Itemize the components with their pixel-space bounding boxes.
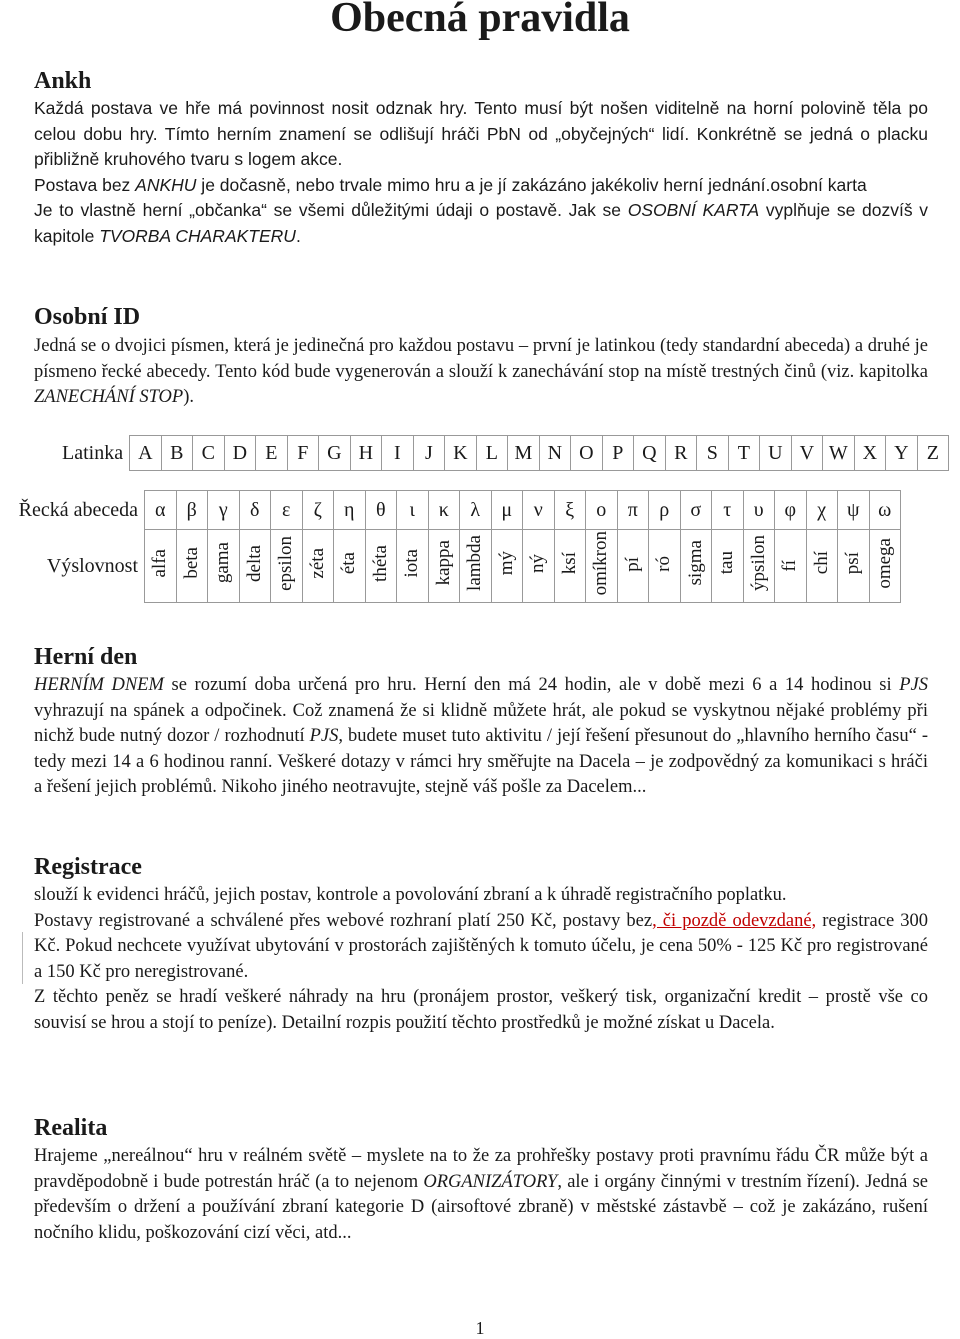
greek-pronunciation-cell [649, 530, 681, 603]
greek-pronunciation: beta [180, 547, 202, 579]
greek-pronunciation: ýpsilon [747, 535, 769, 591]
heading-ankh: Ankh [34, 68, 92, 94]
greek-letter: β [176, 491, 208, 530]
greek-pronunciation-cell [712, 530, 744, 603]
greek-pronunciation-cell [743, 530, 775, 603]
greek-pronunciation-cell [869, 530, 901, 603]
greek-pronunciation-cell [397, 530, 429, 603]
greek-letter: γ [208, 491, 240, 530]
heading-realita: Realita [34, 1115, 108, 1141]
greek-pronunciation-cell [302, 530, 334, 603]
section-registrace [34, 854, 928, 1036]
greek-pronunciation: delta [243, 544, 265, 582]
greek-letter: ν [523, 491, 555, 530]
latin-letter: G [319, 436, 351, 471]
latin-letter: L [476, 436, 508, 471]
latin-letter: K [445, 436, 477, 471]
latin-alphabet-table [62, 435, 949, 471]
latin-letter: U [760, 436, 792, 471]
latin-letter: S [697, 436, 729, 471]
greek-label: Řecká abeceda [18, 498, 138, 521]
greek-pronunciation: ksí [558, 551, 580, 575]
greek-letter: σ [680, 491, 712, 530]
greek-pronunciation-cell [145, 530, 177, 603]
latin-letter: E [256, 436, 288, 471]
greek-letter: χ [806, 491, 838, 530]
greek-pronunciation: ró [653, 555, 675, 572]
section-osobni-id [34, 304, 928, 411]
greek-letter: ι [397, 491, 429, 530]
greek-pronunciation-cell [617, 530, 649, 603]
latin-letter: Y [886, 436, 918, 471]
greek-letter: π [617, 491, 649, 530]
greek-pronunciation: pí [621, 556, 643, 572]
change-bar [22, 932, 23, 984]
greek-letter: η [334, 491, 366, 530]
greek-pronunciation: chí [810, 551, 832, 575]
latin-letter: H [350, 436, 382, 471]
greek-pronunciation: tau [716, 551, 738, 575]
greek-letter: ξ [554, 491, 586, 530]
latin-letter: O [571, 436, 603, 471]
greek-letter: δ [239, 491, 271, 530]
greek-letter: θ [365, 491, 397, 530]
section-realita [34, 1115, 928, 1246]
herni-den-paragraph: HERNÍM DNEM se rozumí doba určená pro hru. Herní den má 24 hodin, ale v době mezi 6 a 14 hodinou si PJS vyhrazují na spánek a odpočinek. Což znamená že si klidně můžete hrát, ale pokud se vyskytnou nějaké problémy při nichž bude nutný dozor / rozhodnutí PJS, budete muset tuto aktivitu / její řešení přesunout do „hlavního herního času“ - tedy mezi 14 a 6 hodinou ranní. Veškeré dotazy v rámci hry směřujte na Dacela – je zodpovědný za komunikaci s hráči a řešení jejich problémů. Nikoho jiného neotravujte, stejně váš pošle za Dacelem... [34, 675, 929, 797]
greek-pronunciation: éta [338, 551, 360, 575]
greek-letter: λ [460, 491, 492, 530]
latin-letter: F [287, 436, 319, 471]
registrace-paragraph-3: Z těchto peněz se hradí veškeré náhrady na hru (pronájem prostor, veškerý tisk, organizační kredit – prostě vše co souvisí se hrou a stojí to peníze). Detailní rozpis použití těchto prostředků je možné získat u Dacela. [34, 987, 928, 1033]
greek-pronunciation-cell [428, 530, 460, 603]
greek-alphabet-table [0, 490, 901, 603]
greek-letter: υ [743, 491, 775, 530]
latin-label: Latinka [62, 441, 124, 464]
greek-pronunciation-cell [176, 530, 208, 603]
greek-letter: ω [869, 491, 901, 530]
latin-letter: B [161, 436, 193, 471]
greek-letter: κ [428, 491, 460, 530]
greek-pronunciation-cell [365, 530, 397, 603]
heading-registrace: Registrace [34, 854, 142, 880]
greek-pronunciation: fí [779, 559, 801, 572]
greek-letter: φ [775, 491, 807, 530]
greek-pronunciation: mý [495, 550, 517, 576]
greek-pronunciation-cell [460, 530, 492, 603]
greek-pronunciation-cell [586, 530, 618, 603]
greek-letter: μ [491, 491, 523, 530]
greek-pronunciation: sigma [684, 540, 706, 586]
page-title: Obecná pravidla [330, 0, 630, 41]
greek-letter: ο [586, 491, 618, 530]
pronunciation-label: Výslovnost [46, 554, 138, 577]
greek-pronunciation-cell [334, 530, 366, 603]
latin-letter: M [508, 436, 540, 471]
greek-pronunciation: iota [401, 548, 423, 578]
latin-letter: V [791, 436, 823, 471]
latin-letter: Q [634, 436, 666, 471]
greek-pronunciation-cell [239, 530, 271, 603]
greek-pronunciation-cell [806, 530, 838, 603]
registrace-paragraph-1: slouží k evidenci hráčů, jejich postav, kontrole a povolování zbraní a k úhradě registračního poplatku. [34, 885, 787, 905]
registrace-paragraph-2: Postavy registrované a schválené přes webové rozhraní platí 250 Kč, postavy bez, či pozdě odevzdané, registrace 300 Kč. Pokud nechcete využívat ubytování v prostorách zajištěných k tomuto účelu, je cena 50% - 125 Kč pro registrované a 150 Kč pro neregistrované. [34, 910, 928, 982]
latin-letter: T [728, 436, 760, 471]
heading-herni-den: Herní den [34, 644, 138, 670]
latin-letter: A [130, 436, 162, 471]
greek-letter: ζ [302, 491, 334, 530]
ankh-paragraph-2: Postava bez ANKHU je dočasně, nebo trvale mimo hru a je jí zakázáno jakékoliv herní jednání.osobní karta [34, 174, 867, 195]
latin-letter: D [224, 436, 256, 471]
greek-pronunciation: lambda [464, 535, 486, 591]
osobni-karta-paragraph: Je to vlastně herní „občanka“ se všemi důležitými údaji o postavě. Jak se OSOBNÍ KARTA vyplňuje se dozvíš v kapitole TVORBA CHARAKTERU. [34, 200, 929, 246]
greek-pronunciation: omega [873, 537, 895, 589]
greek-pronunciation-cell [680, 530, 712, 603]
section-ankh [34, 68, 928, 249]
page-number: 1 [475, 1318, 485, 1338]
greek-pronunciation: alfa [149, 548, 171, 578]
latin-letter: C [193, 436, 225, 471]
latin-letter: R [665, 436, 697, 471]
latin-letter: J [413, 436, 445, 471]
greek-pronunciation: ný [527, 553, 549, 573]
greek-pronunciation-cell [775, 530, 807, 603]
tracked-change: , či pozdě odevzdané, [652, 910, 817, 931]
greek-pronunciation: psí [842, 551, 864, 575]
osobni-id-paragraph: Jedná se o dvojici písmen, která je jedinečná pro každou postavu – první je latinkou (tedy standardní abeceda) a druhé je písmeno řecké abecedy. Tento kód bude vygenerován a slouží k zanechávání stop na místě trestných činů (viz. kapitolka ZANECHÁNÍ STOP). [34, 336, 928, 407]
realita-paragraph: Hrajeme „nereálnou“ hru v reálném světě – myslete na to že za prohřešky postavy proti pravnímu řádu ČR může být a pravděpodobně i bude potrestán hráč (a to nejenom ORGANIZÁTORY, ale i orgány činnými v trestním řízení). Jedná se především o držení a používání zbraní kategorie D (airsoftové zbraně) v městské zástavbě – což je zakázáno, rušení nočního klidu, poškozování cizí věci, atd... [34, 1146, 928, 1243]
greek-pronunciation-cell [271, 530, 303, 603]
latin-letter: N [539, 436, 571, 471]
section-herni-den [34, 644, 928, 801]
latin-letter: X [854, 436, 886, 471]
ankh-paragraph-1: Každá postava ve hře má povinnost nosit odznak hry. Tento musí být nošen viditelně na horní polovině těla po celou dobu hry. Tímto herním znamení se odlišují hráči PbN od „obyčejných“ lidí. Konkrétně se jedná o placku přibližně kruhového tvaru s logem akce. [34, 98, 928, 169]
latin-letter: Z [917, 436, 949, 471]
greek-letter: τ [712, 491, 744, 530]
latin-letter: W [823, 436, 855, 471]
greek-pronunciation: omíkron [590, 530, 612, 596]
greek-pronunciation: kappa [432, 540, 454, 586]
greek-letter: ψ [838, 491, 870, 530]
greek-pronunciation-cell [523, 530, 555, 603]
greek-pronunciation-cell [554, 530, 586, 603]
heading-osobni-id: Osobní ID [34, 304, 141, 330]
greek-pronunciation: epsilon [275, 535, 297, 591]
greek-letter: α [145, 491, 177, 530]
greek-letter: ε [271, 491, 303, 530]
greek-pronunciation-cell [208, 530, 240, 603]
greek-pronunciation-cell [491, 530, 523, 603]
greek-pronunciation: zéta [306, 547, 328, 579]
latin-letter: P [602, 436, 634, 471]
greek-pronunciation: gama [212, 542, 234, 584]
greek-pronunciation: théta [369, 544, 391, 582]
greek-letter: ρ [649, 491, 681, 530]
greek-pronunciation-cell [838, 530, 870, 603]
latin-letter: I [382, 436, 414, 471]
